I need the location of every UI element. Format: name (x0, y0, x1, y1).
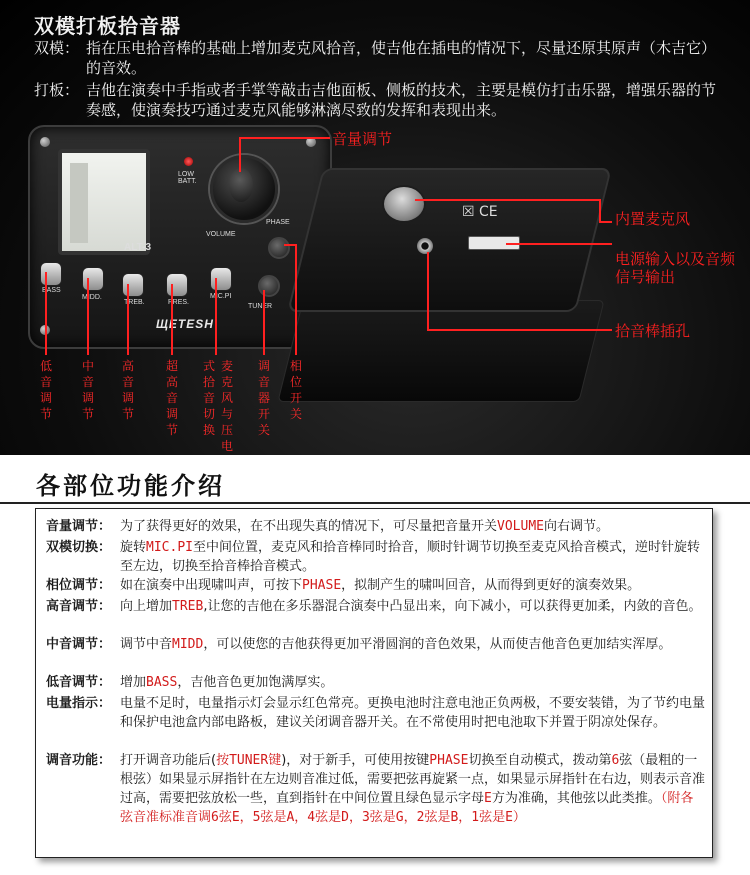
section-title: 各部位功能介绍 (36, 471, 225, 500)
label-treble: 高音调节 (121, 359, 134, 421)
item-label: 低音调节： (46, 675, 112, 690)
ce-mark-icon: ☒ CE (462, 204, 498, 220)
label-phase: 相位开关 (289, 359, 302, 421)
bass-label: BASS (42, 287, 61, 294)
body-text: ，吉他音色更加饱满厚实。 (177, 675, 334, 690)
intro-text: 指在压电拾音棒的基础上增加麦克风拾音，使吉他在插电的情况下，尽量还原其原声（木吉它）的音效。 (86, 39, 717, 77)
item-text (120, 635, 706, 654)
item-text (120, 694, 706, 732)
list-item (46, 576, 706, 595)
callout-pickup: 拾音棒插孔 (615, 322, 691, 340)
callout-volume: 音量调节 (332, 130, 393, 148)
highlight-text: PHASE (429, 753, 469, 768)
phase-label: PHASE (266, 219, 290, 226)
body-text: ，拟制产生的啸叫回音，从而得到更好的演奏效果。 (341, 578, 641, 593)
label-bass: 低音调节 (39, 359, 52, 421)
item-label: 高音调节： (46, 599, 112, 614)
page-title: 双模打板拾音器 (34, 14, 181, 38)
highlight-text: VOLUME (497, 519, 544, 534)
highlight-text: （附各弦音准标准音调6弦E，5弦是A，4弦是D，3弦是G，2弦是B，1弦是E） (120, 791, 694, 825)
body-text: 打开调音功能后( (120, 753, 217, 768)
callout-mic: 内置麦克风 (615, 210, 691, 228)
volume-label: VOLUME (206, 231, 236, 238)
presence-label: PRES. (168, 299, 190, 306)
item-label: 双模切换： (46, 540, 112, 555)
treble-label: TREB. (124, 299, 145, 306)
body-text: 弦（最粗的一根弦）如果显示屏指针在左边则音准过低，需要把弦再旋紧一点，如果显示屏指针在右边，则表示音准过高，需要把弦放松一些，直到指针在中间位置且绿色显示字母 (120, 753, 706, 806)
callout-power: 电源输入以及音频信号输出 (615, 250, 736, 286)
list-item (46, 517, 706, 536)
item-label: 电量指示： (46, 696, 112, 711)
highlight-text: PHASE (302, 578, 342, 593)
item-label: 音量调节： (46, 519, 112, 534)
label-mid: 中音调节 (81, 359, 94, 421)
mic-pickup-label: MIC.PI (210, 293, 232, 300)
highlight-text: MIC.PI (146, 540, 193, 555)
list-item (46, 538, 706, 576)
tuner-label: TUNER (248, 303, 273, 310)
model-label: ALT-3 (124, 242, 152, 253)
body-text: 至中间位置，麦克风和拾音棒同时拾音，顺时针调节切换至麦克风拾音模式，逆时针旋转至左边，切换至拾音棒拾音模式。 (120, 540, 700, 574)
item-text (120, 751, 706, 827)
item-text (120, 673, 706, 692)
list-item (46, 751, 706, 827)
label-presence: 超高音调节 (165, 359, 178, 437)
list-item (46, 694, 706, 732)
body-text: 电量不足时，电量指示灯会显示红色常亮。更换电池时注意电池正负两极，不要安装错，为了节约电量和保护电池盒内部电路板，建议关闭调音器开关。在不常使用时把电池取下并置于阴凉处保存。 (120, 696, 706, 730)
intro-label: 双模： (34, 39, 80, 57)
highlight-text: MIDD (172, 637, 204, 652)
item-label: 调音功能： (46, 753, 112, 768)
intro-text: 吉他在演奏中手指或者手掌等敲击吉他面板、侧板的技术，主要是模仿打击乐器，增强乐器的节奏感，使演奏技巧通过麦克风能够淋漓尽致的发挥和表现出来。 (86, 81, 717, 119)
body-text: 向上增加 (120, 599, 173, 614)
item-text (120, 597, 706, 616)
mid-label: MIDD. (82, 294, 102, 301)
body-text: 如在演奏中出现啸叫声，可按下 (120, 578, 303, 593)
list-item (46, 597, 706, 616)
item-label: 中音调节： (46, 637, 112, 652)
item-text (120, 576, 706, 595)
intro-label: 打板： (34, 81, 80, 99)
highlight-text: 6 (611, 753, 620, 768)
highlight-text: TREB (172, 599, 204, 614)
body-text: ，可以使您的吉他获得更加平滑圆润的音色效果，从而使吉他音色更加结实浑厚。 (203, 637, 672, 652)
body-text: 旋转 (120, 540, 147, 555)
list-item (46, 673, 706, 692)
body-text: 为了获得更好的效果，在不出现失真的情况下，可尽量把音量开关 (120, 519, 498, 534)
highlight-text: BASS (146, 675, 178, 690)
body-text: 切换至自动模式，拨动第 (468, 753, 612, 768)
low-batt-label: LOW BATT. (178, 171, 197, 185)
brand-logo: ЩETESH (156, 317, 214, 331)
body-text: 方为准确，其他弦以此类推。 (491, 791, 661, 806)
list-item (46, 635, 706, 654)
item-text (120, 538, 706, 576)
function-list (35, 508, 713, 858)
label-mode-switch: 式拾音切换 (202, 359, 215, 437)
body-text: ,让您的吉他在多乐器混合演奏中凸显出来，向下减小，可以获得更加柔，内敛的音色。 (203, 599, 702, 614)
body-text: 增加 (120, 675, 147, 690)
item-label: 相位调节： (46, 578, 112, 593)
body-text: 向右调节。 (543, 519, 609, 534)
label-mic-piezo: 麦克风与压电 (220, 359, 233, 453)
highlight-text: 按TUNER键 (216, 753, 282, 768)
body-text: 调节中音 (120, 637, 173, 652)
item-text (120, 517, 706, 536)
body-text: )，对于新手，可使用按键 (281, 753, 430, 768)
section-divider (0, 502, 750, 504)
highlight-text: E (484, 791, 492, 806)
label-tuner-switch: 调音器开关 (257, 359, 270, 437)
